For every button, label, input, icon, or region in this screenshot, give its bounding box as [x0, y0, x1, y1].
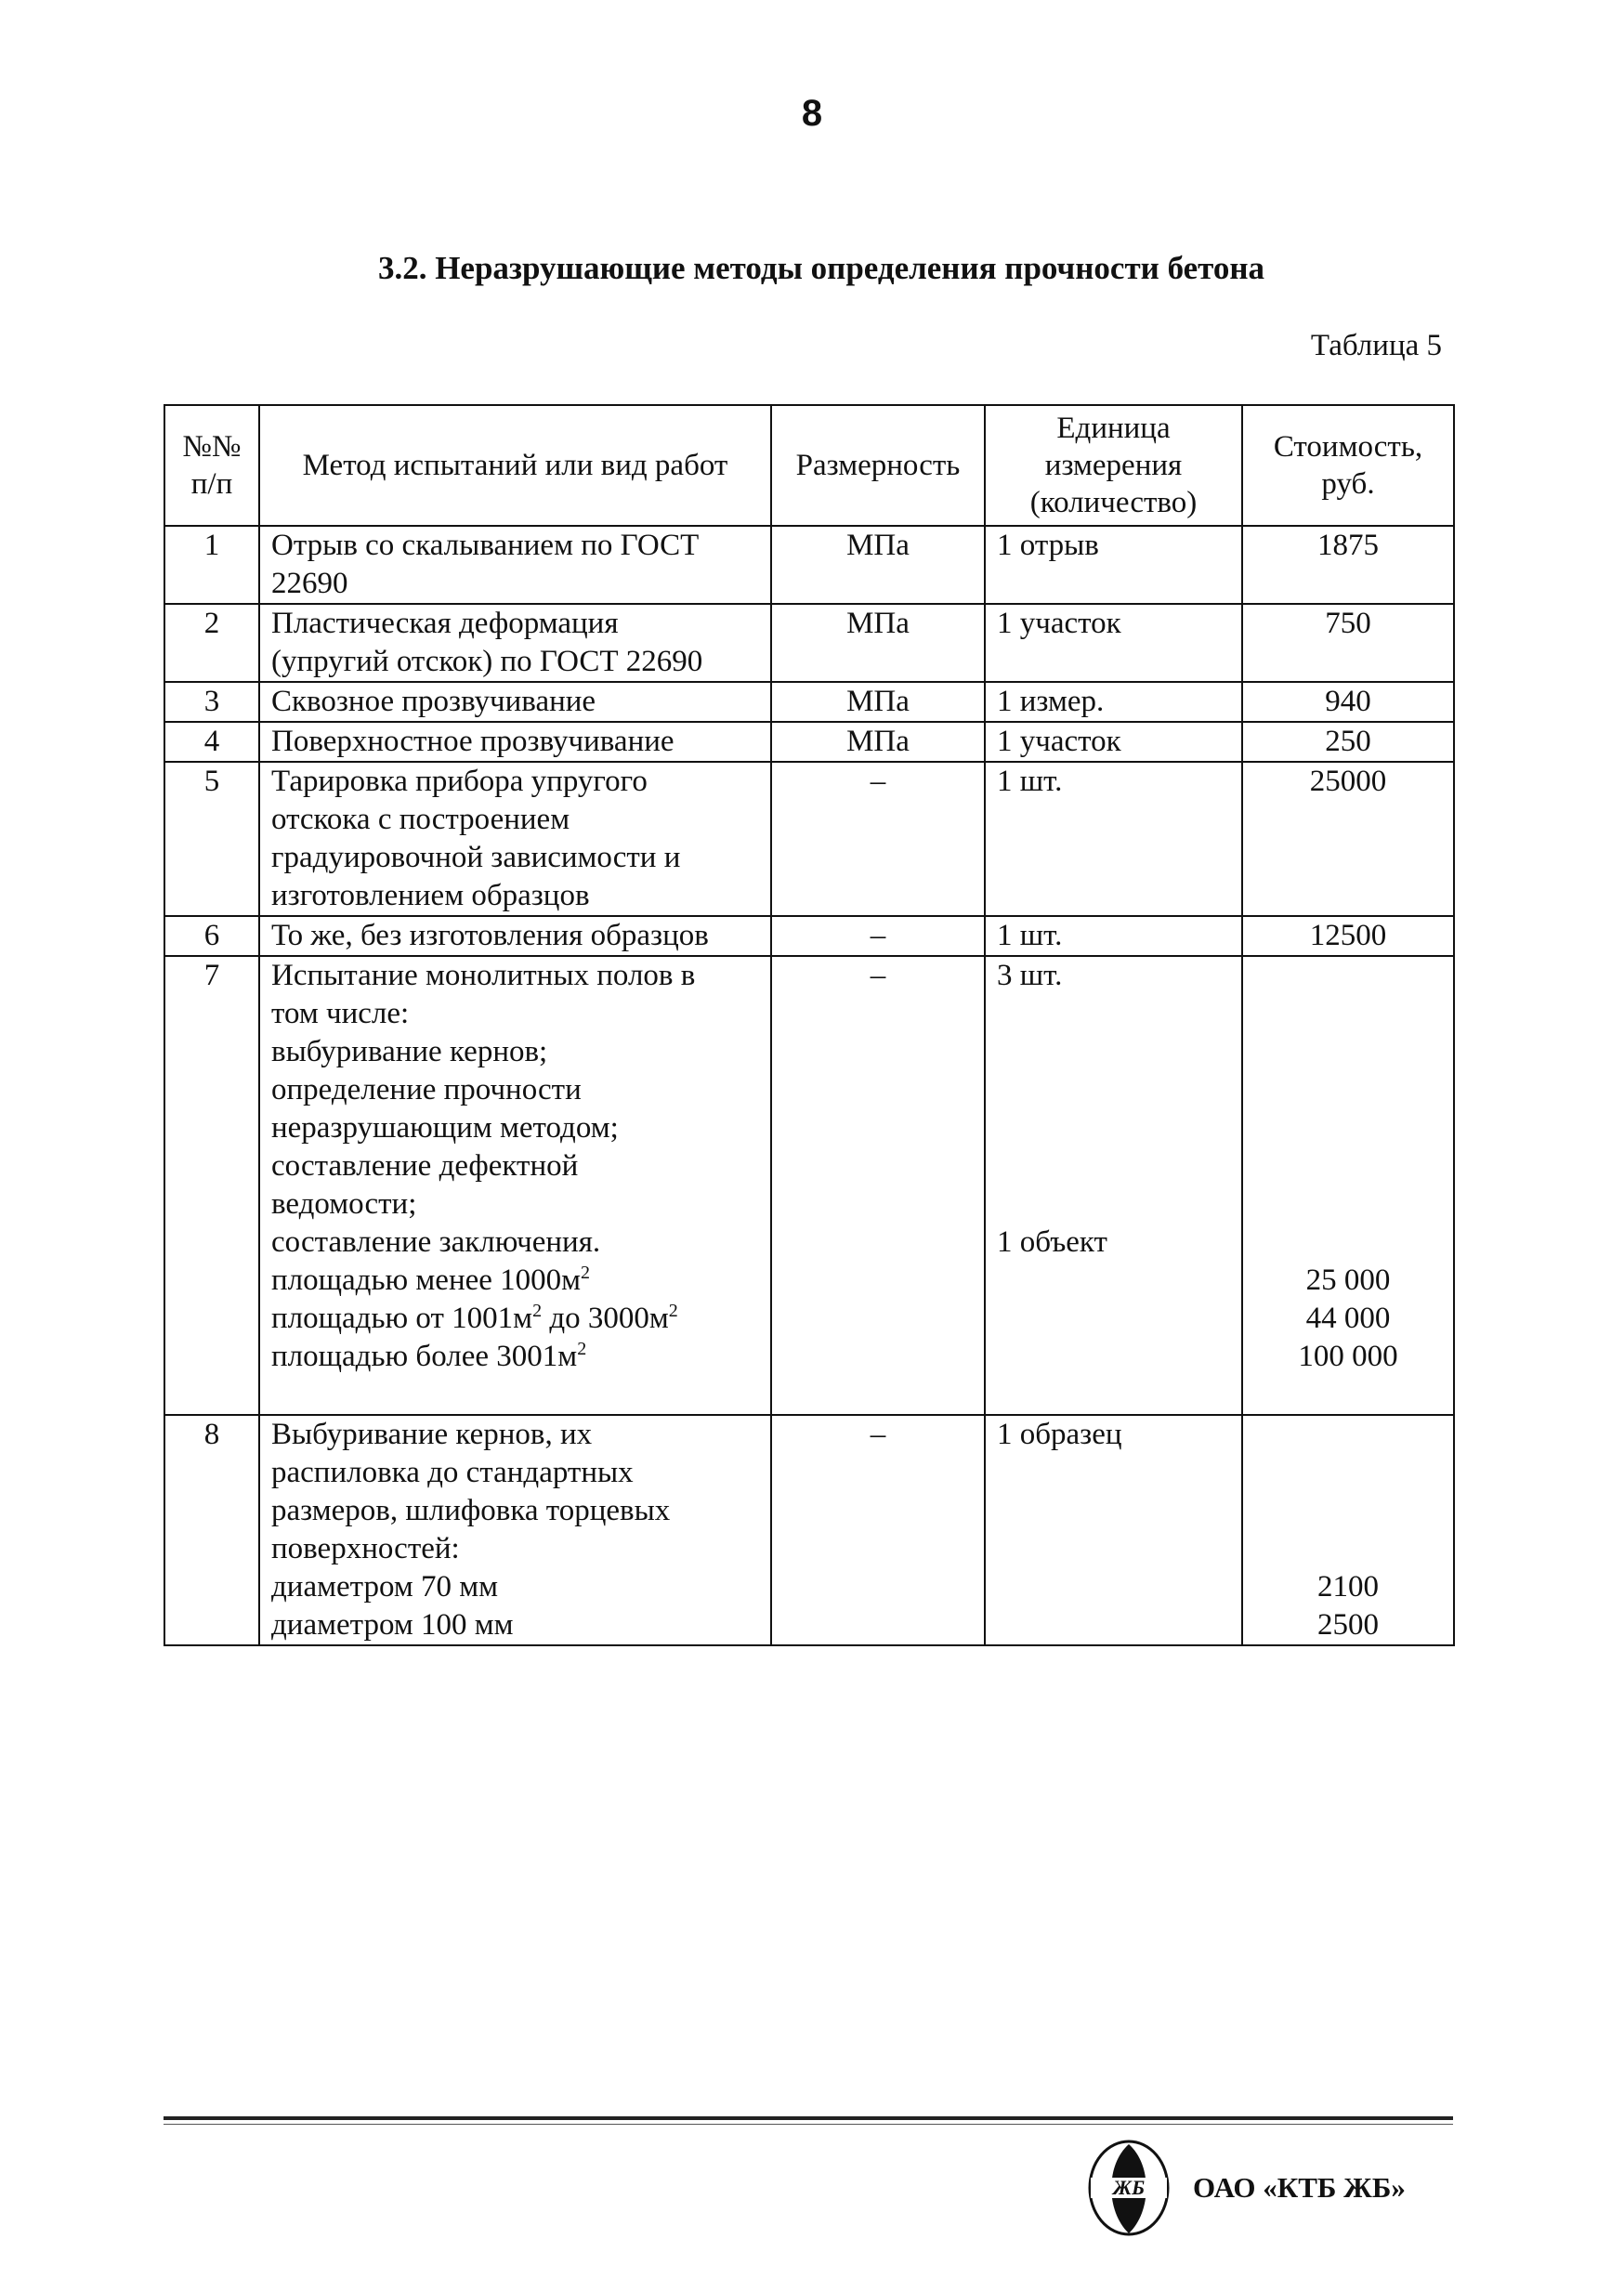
- area-text: площадью более 3001м: [271, 1340, 578, 1373]
- method-line: Отрыв со скалыванием по ГОСТ: [271, 529, 700, 562]
- cost-line: 100 000: [1298, 1340, 1398, 1373]
- header-num-line: п/п: [190, 467, 233, 501]
- area-sup: 2: [581, 1263, 591, 1283]
- cost-line: 25 000: [1305, 1263, 1391, 1297]
- price-table: [164, 404, 1455, 1646]
- unit-line: 1 объект: [997, 1225, 1107, 1259]
- row-dimension: МПа: [771, 682, 985, 722]
- row-cost: 1875: [1242, 526, 1454, 604]
- row-method: [259, 956, 771, 1415]
- area-line: [271, 1300, 759, 1338]
- area-line: [271, 1262, 759, 1300]
- method-line: градуировочной зависимости и: [271, 841, 681, 874]
- row-unit: [985, 956, 1242, 1415]
- row-cost: 940: [1242, 682, 1454, 722]
- header-method: Метод испытаний или вид работ: [259, 405, 771, 526]
- header-cost-line: руб.: [1321, 467, 1375, 501]
- method-line: диаметром 100 мм: [271, 1608, 514, 1642]
- row-num: 4: [164, 722, 259, 762]
- area-line: [271, 1338, 759, 1376]
- logo-lettering: ЖБ: [1112, 2176, 1146, 2199]
- method-line: составление заключения.: [271, 1225, 601, 1259]
- row-cost: 250: [1242, 722, 1454, 762]
- header-unit-line: Единица: [1056, 412, 1171, 445]
- table-label: Таблица 5: [1310, 329, 1442, 362]
- table-row: [164, 1415, 1454, 1645]
- table-row: [164, 762, 1454, 916]
- row-method: [259, 762, 771, 916]
- method-line: диаметром 70 мм: [271, 1570, 498, 1604]
- method-line: отскока с построением: [271, 803, 570, 836]
- row-unit: 1 образец: [985, 1415, 1242, 1645]
- header-unit: [985, 405, 1242, 526]
- row-cost: 25000: [1242, 762, 1454, 916]
- unit-line: 3 шт.: [997, 959, 1063, 992]
- method-line: том числе:: [271, 997, 410, 1030]
- method-line: выбуривание кернов;: [271, 1035, 548, 1068]
- row-num: 2: [164, 604, 259, 682]
- row-cost: 12500: [1242, 916, 1454, 956]
- row-method: [259, 682, 771, 722]
- method-line: ведомости;: [271, 1187, 417, 1221]
- row-dimension: –: [771, 956, 985, 1415]
- area-sup: 2: [532, 1301, 543, 1321]
- row-dimension: –: [771, 1415, 985, 1645]
- table-row: [164, 916, 1454, 956]
- row-dimension: МПа: [771, 604, 985, 682]
- row-cost: 750: [1242, 604, 1454, 682]
- method-line: размеров, шлифовка торцевых: [271, 1494, 671, 1527]
- section-title: 3.2. Неразрушающие методы определения прочности бетона: [377, 250, 1265, 286]
- method-line: (упругий отскок) по ГОСТ 22690: [271, 645, 703, 678]
- row-method: [259, 1415, 771, 1645]
- area-text-mid: до 3000м: [542, 1302, 669, 1335]
- method-line: То же, без изготовления образцов: [271, 919, 709, 952]
- area-text: площадью менее 1000м: [271, 1263, 582, 1297]
- row-dimension: –: [771, 762, 985, 916]
- method-line: Поверхностное прозвучивание: [271, 725, 674, 758]
- method-line: составление дефектной: [271, 1149, 579, 1183]
- page-number: 8: [801, 93, 823, 134]
- header-cost-line: Стоимость,: [1273, 430, 1423, 464]
- table-row: [164, 956, 1454, 1415]
- row-num: 3: [164, 682, 259, 722]
- row-num: 6: [164, 916, 259, 956]
- row-dimension: МПа: [771, 526, 985, 604]
- header-unit-line: измерения: [1044, 449, 1183, 482]
- method-line: неразрушающим методом;: [271, 1111, 619, 1145]
- cost-line: 44 000: [1305, 1302, 1391, 1335]
- area-text: площадью от 1001м: [271, 1302, 533, 1335]
- method-line: Тарировка прибора упругого: [271, 765, 648, 798]
- company-logo-icon: [1078, 2137, 1180, 2239]
- row-cost: [1242, 1415, 1454, 1645]
- method-line: распиловка до стандартных: [271, 1456, 634, 1489]
- method-line: определение прочности: [271, 1073, 582, 1106]
- row-dimension: –: [771, 916, 985, 956]
- row-unit: 1 участок: [985, 604, 1242, 682]
- row-num: 1: [164, 526, 259, 604]
- method-line: Испытание монолитных полов в: [271, 959, 696, 992]
- area-sup: 2: [668, 1301, 678, 1321]
- table-row: [164, 604, 1454, 682]
- row-unit: 1 шт.: [985, 762, 1242, 916]
- header-num-line: №№: [182, 430, 242, 464]
- row-unit: 1 отрыв: [985, 526, 1242, 604]
- footer-rule: [164, 2116, 1453, 2120]
- header-unit-line: (количество): [1029, 486, 1198, 519]
- header-dimension: Размерность: [771, 405, 985, 526]
- area-sup: 2: [577, 1339, 587, 1359]
- method-line: изготовлением образцов: [271, 879, 590, 912]
- footer-rule-thin: [164, 2124, 1453, 2125]
- row-unit: 1 участок: [985, 722, 1242, 762]
- cost-line: 2100: [1317, 1570, 1379, 1604]
- row-method: [259, 604, 771, 682]
- row-method: [259, 722, 771, 762]
- table-row: [164, 682, 1454, 722]
- footer-company-name: ОАО «КТБ ЖБ»: [1193, 2171, 1406, 2204]
- method-line: поверхностей:: [271, 1532, 460, 1565]
- method-line: Выбуривание кернов, их: [271, 1418, 593, 1451]
- cost-line: 2500: [1317, 1608, 1379, 1642]
- method-line: Пластическая деформация: [271, 607, 619, 640]
- header-cost: [1242, 405, 1454, 526]
- row-method: [259, 526, 771, 604]
- row-dimension: МПа: [771, 722, 985, 762]
- row-method: [259, 916, 771, 956]
- table-row: [164, 722, 1454, 762]
- table-header-row: [164, 405, 1454, 526]
- row-num: 5: [164, 762, 259, 916]
- row-num: 8: [164, 1415, 259, 1645]
- row-cost: [1242, 956, 1454, 1415]
- header-num: [164, 405, 259, 526]
- method-line: Сквозное прозвучивание: [271, 685, 596, 718]
- row-num: 7: [164, 956, 259, 1415]
- method-line: 22690: [271, 567, 348, 600]
- row-unit: 1 шт.: [985, 916, 1242, 956]
- table-row: [164, 526, 1454, 604]
- row-unit: 1 измер.: [985, 682, 1242, 722]
